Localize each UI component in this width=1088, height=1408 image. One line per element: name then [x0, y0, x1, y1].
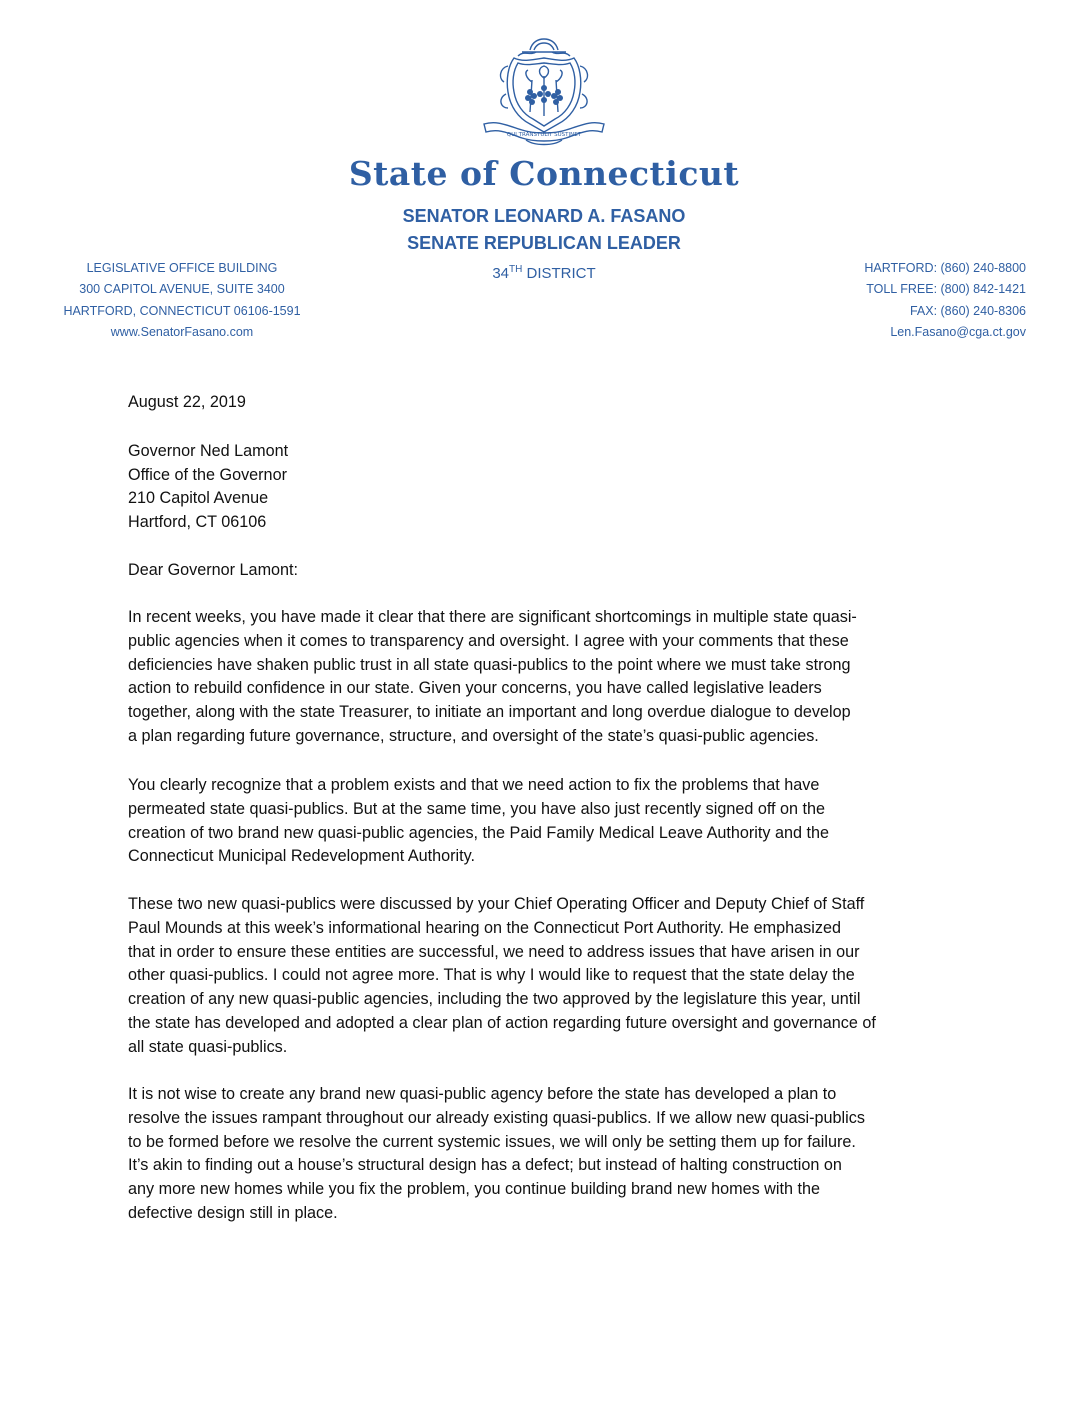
paragraph-line: permeated state quasi-publics. But at the same time, you have also just recently signed off on the	[128, 799, 826, 818]
recipient-office: Office of the Governor	[128, 465, 287, 484]
state-title: State of Connecticut	[348, 154, 740, 193]
paragraph-line: resolve the issues rampant throughout our already existing quasi-publics. If we allow new quasi-publics	[128, 1108, 865, 1127]
district-suffix: TH	[509, 264, 523, 275]
paragraph-line: It is not wise to create any brand new quasi-public agency before the state has developed a plan to	[128, 1085, 837, 1103]
phone-hartford: HARTFORD: (860) 240-8800	[864, 261, 1026, 275]
paragraph-line: Paul Mounds at this week’s informational hearing on the Connecticut Port Authority. He emphasized	[128, 918, 841, 937]
recipient-name: Governor Ned Lamont	[128, 442, 289, 460]
paragraph-line: Connecticut Municipal Redevelopment Authority.	[128, 847, 476, 866]
website-link[interactable]: www.SenatorFasano.com	[110, 324, 254, 339]
paragraph-line: action to rebuild confidence in our state. Given your concerns, you have called legislative leaders	[128, 679, 822, 698]
phone-toll-free: TOLL FREE: (800) 842-1421	[866, 282, 1026, 297]
recipient-street: 210 Capitol Avenue	[128, 489, 269, 507]
paragraph-line: together, along with the state Treasurer, to initiate an important and long overdue dialogue to develop	[128, 703, 851, 722]
fax-number: FAX: (860) 240-8306	[909, 303, 1026, 318]
state-seal-logo	[478, 36, 610, 154]
recipient-city: Hartford, CT 06106	[128, 512, 267, 531]
body-paragraph	[128, 774, 978, 869]
seal-motto-text: QUI TRANSTULIT SUSTINET	[506, 132, 582, 138]
senator-name: SENATOR LEONARD A. FASANO	[402, 206, 686, 226]
paragraph-line: These two new quasi-publics were discussed by your Chief Operating Officer and Deputy Chief of Staff	[128, 895, 865, 913]
district-word: DISTRICT	[526, 265, 596, 282]
email-link[interactable]: Len.Fasano@cga.ct.gov	[890, 324, 1026, 339]
paragraph-line: public agencies when it comes to transparency and oversight. I agree with your comments that these	[128, 631, 849, 650]
body-paragraph	[128, 893, 978, 1060]
paragraph-line: other quasi-publics. I could not agree more. That is why I would like to request that the state delay the	[128, 966, 855, 985]
paragraph-line: You clearly recognize that a problem exists and that we need action to fix the problems that have	[128, 776, 820, 794]
paragraph-line: It’s akin to finding out a house’s structural design has a defect; but instead of halting construction on	[128, 1156, 842, 1175]
senator-title: SENATE REPUBLICAN LEADER	[407, 233, 681, 253]
salutation: Dear Governor Lamont:	[128, 561, 299, 579]
paragraph-line: In recent weeks, you have made it clear that there are significant shortcomings in multiple state quasi-	[128, 608, 857, 626]
paragraph-line: the state has developed and adopted a clear plan of action regarding future oversight and governance of	[128, 1013, 876, 1032]
address-city: HARTFORD, CONNECTICUT 06106-1591	[63, 303, 301, 318]
paragraph-line: creation of two brand new quasi-public agencies, the Paid Family Medical Leave Authority and the	[128, 823, 829, 842]
paragraph-line: defective design still in place.	[128, 1203, 338, 1222]
address-street: 300 CAPITOL AVENUE, SUITE 3400	[79, 282, 285, 297]
office-address-block	[62, 258, 302, 343]
paragraph-line: to be formed before we resolve the current systemic issues, we will only be setting them up for failure.	[128, 1132, 856, 1151]
paragraph-line: any more new homes while you fix the problem, you continue building brand new homes with the	[128, 1180, 820, 1199]
paragraph-line: deficiencies have shaken public trust in all state quasi-publics to the point where we must take strong	[128, 655, 851, 674]
body-paragraph	[128, 606, 978, 749]
paragraph-line: creation of any new quasi-public agencies, including the two approved by the legislature this year, until	[128, 990, 861, 1009]
letter-date: August 22, 2019	[128, 393, 246, 411]
body-paragraph	[128, 1083, 978, 1226]
paragraph-line: all state quasi-publics.	[128, 1037, 288, 1056]
contact-info-block	[800, 258, 1026, 343]
recipient-address	[128, 440, 288, 534]
paragraph-line: a plan regarding future governance, structure, and oversight of the state’s quasi-public agencies.	[128, 726, 819, 745]
district-number: 34	[492, 265, 509, 282]
paragraph-line: that in order to ensure these entities are successful, we need to address issues that have arisen in our	[128, 942, 860, 961]
address-building: LEGISLATIVE OFFICE BUILDING	[86, 261, 278, 275]
